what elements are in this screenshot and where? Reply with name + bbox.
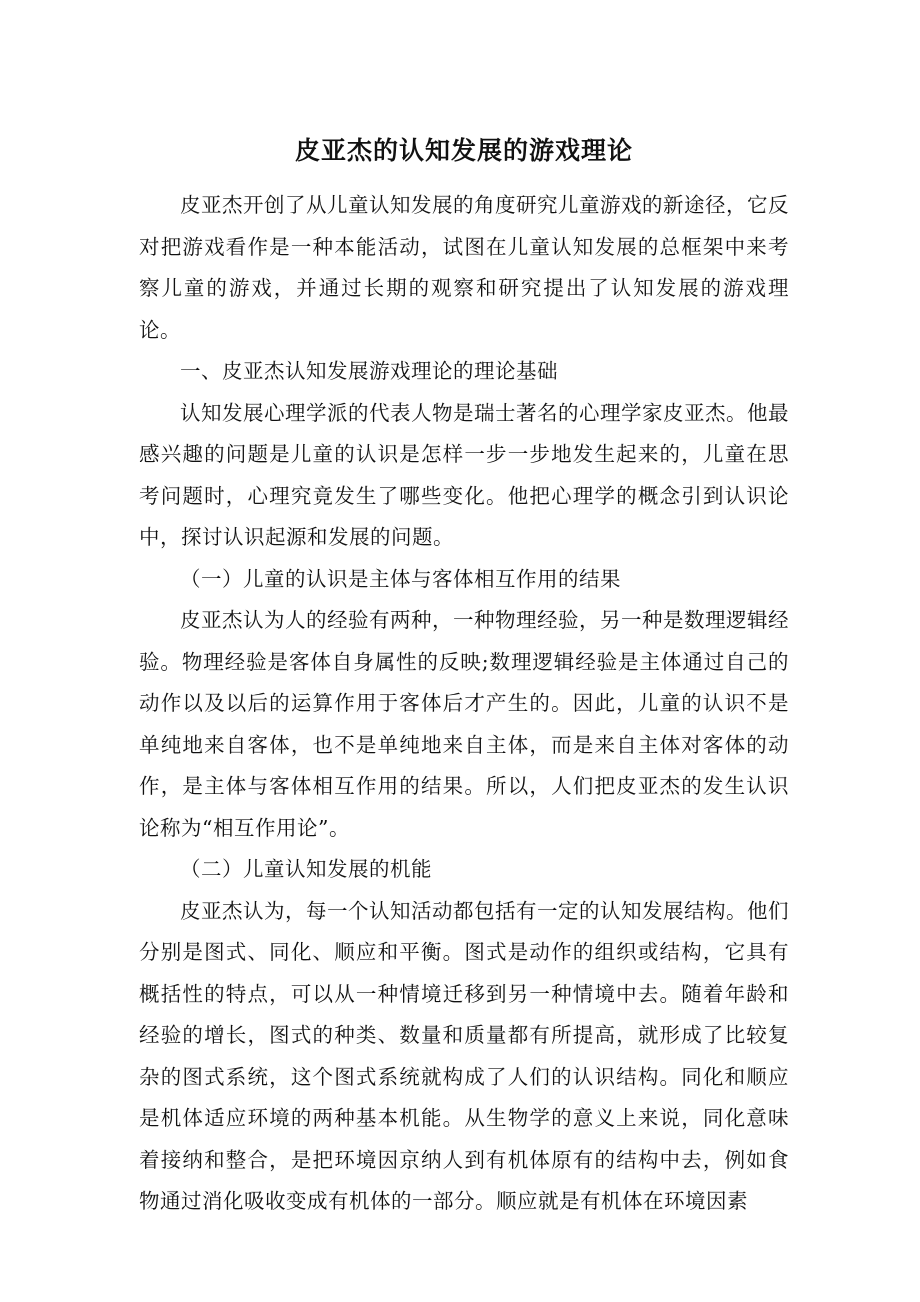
subsection-heading-2: （二）儿童认知发展的机能 xyxy=(180,857,432,881)
document-page xyxy=(139,131,789,1223)
paragraph-interaction: 皮亚杰认为人的经验有两种，一种物理经验，另一种是数理逻辑经验。物理经验是客体自身属性的反映;数理逻辑经验是主体通过自己的动作以及以后的运算作用于客体后才产生的。因此，儿童的认识不是单纯地来自客体，也不是单纯地来自主体，而是来自主体对客体的动作，是主体与客体相互作用的结果。所以，人们把皮亚杰的发生认识论称为“相互作用论”。 xyxy=(139,608,789,840)
document-title: 皮亚杰的认知发展的游戏理论 xyxy=(294,136,633,165)
paragraph-background: 认知发展心理学派的代表人物是瑞士著名的心理学家皮亚杰。他最感兴趣的问题是儿童的认识是怎样一步一步地发生起来的，儿童在思考问题时，心理究竟发生了哪些变化。他把心理学的概念引到认识论中，探讨认识起源和发展的问题。 xyxy=(139,400,789,549)
paragraph-functions: 皮亚杰认为，每一个认知活动都包括有一定的认知发展结构。他们分别是图式、同化、顺应和平衡。图式是动作的组织或结构，它具有概括性的特点，可以从一种情境迁移到另一种情境中去。随着年龄和经验的增长，图式的种类、数量和质量都有所提高，就形成了比较复杂的图式系统，这个图式系统就构成了人们的认识结构。同化和顺应是机体适应环境的两种基本机能。从生物学的意义上来说，同化意味着接纳和整合，是把环境因京纳人到有机体原有的结构中去，例如食物通过消化吸收变成有机体的一部分。顺应就是有机体在环境因素 xyxy=(139,898,789,1213)
paragraph-intro: 皮亚杰开创了从儿童认知发展的角度研究儿童游戏的新途径，它反对把游戏看作是一种本能活动，试图在儿童认知发展的总框架中来考察儿童的游戏，并通过长期的观察和研究提出了认知发展的游戏理论。 xyxy=(139,193,789,342)
subsection-heading-1: （一）儿童的认识是主体与客体相互作用的结果 xyxy=(180,566,621,591)
section-heading-1: 一、皮亚杰认知发展游戏理论的理论基础 xyxy=(180,359,558,383)
